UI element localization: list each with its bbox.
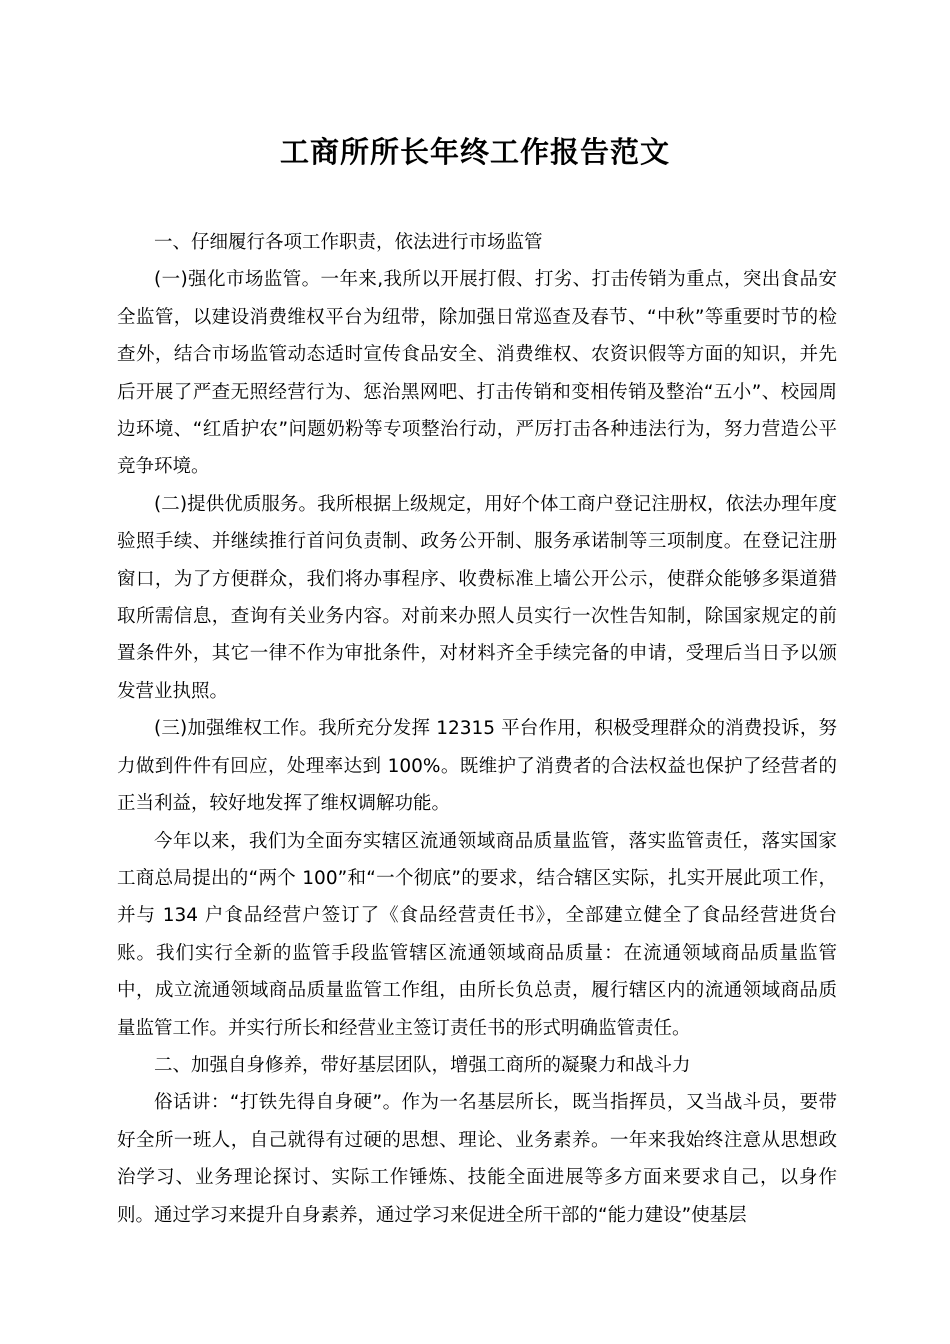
document-body <box>117 224 837 1234</box>
section-heading-1: 一、仔细履行各项工作职责，依法进行市场监管 <box>154 232 543 253</box>
paragraph-quality-monitoring: 今年以来，我们为全面夯实辖区流通领域商品质量监管，落实监管责任，落实国家工商总局提出的“两个 100”和“一个彻底”的要求，结合辖区实际，扎实开展此项工作，并与 134 户食品经营户签订了《食品经营责任书》，全部建立健全了食品经营进货台账。我们实行全新的监管手段监管辖区流通领域商品质量：在流通领域商品质量监管中，成立流通领域商品质量监管工作组，由所长负总责，履行辖区内的流通领域商品质量监管工作。并实行所长和经营业主签订责任书的形式明确监管责任。 <box>117 830 837 1039</box>
paragraph-quality-service: (二)提供优质服务。我所根据上级规定，用好个体工商户登记注册权，依法办理年度验照手续、并继续推行首问负责制、政务公开制、服务承诺制等三项制度。在登记注册窗口，为了方便群众，我们将办事程序、收费标准上墙公开公示，使群众能够多渠道猎取所需信息，查询有关业务内容。对前来办照人员实行一次性告知制，除国家规定的前置条件外，其它一律不作为审批条件，对材料齐全手续完备的申请，受理后当日予以颁发营业执照。 <box>117 493 837 702</box>
document-title: 工商所所长年终工作报告范文 <box>279 135 670 169</box>
paragraph-consumer-rights: (三)加强维权工作。我所充分发挥 12315 平台作用，积极受理群众的消费投诉，努力做到件件有回应，处理率达到 100%。既维护了消费者的合法权益也保护了经营者的正当利益，较好地发挥了维权调解功能。 <box>117 718 837 815</box>
section-heading-2: 二、加强自身修养，带好基层团队，增强工商所的凝聚力和战斗力 <box>154 1054 691 1076</box>
paragraph-market-supervision: (一)强化市场监管。一年来,我所以开展打假、打劣、打击传销为重点，突出食品安全监管，以建设消费维权平台为纽带，除加强日常巡查及春节、“中秋”等重要时节的检查外，结合市场监管动态适时宣传食品安全、消费维权、农资识假等方面的知识，并先后开展了严查无照经营行为、惩治黑网吧、打击传销和变相传销及整治“五小”、校园周边环境、“红盾护农”问题奶粉等专项整治行动，严厉打击各种违法行为，努力营造公平竞争环境。 <box>117 269 837 478</box>
paragraph-self-cultivation: 俗话讲：“打铁先得自身硬”。作为一名基层所长，既当指挥员，又当战斗员，要带好全所一班人，自己就得有过硬的思想、理论、业务素养。一年来我始终注意从思想政治学习、业务理论探讨、实际工作锤炼、技能全面进展等多方面来要求自己，以身作则。通过学习来提升自身素养，通过学习来促进全所干部的“能力建设”使基层 <box>117 1092 837 1226</box>
